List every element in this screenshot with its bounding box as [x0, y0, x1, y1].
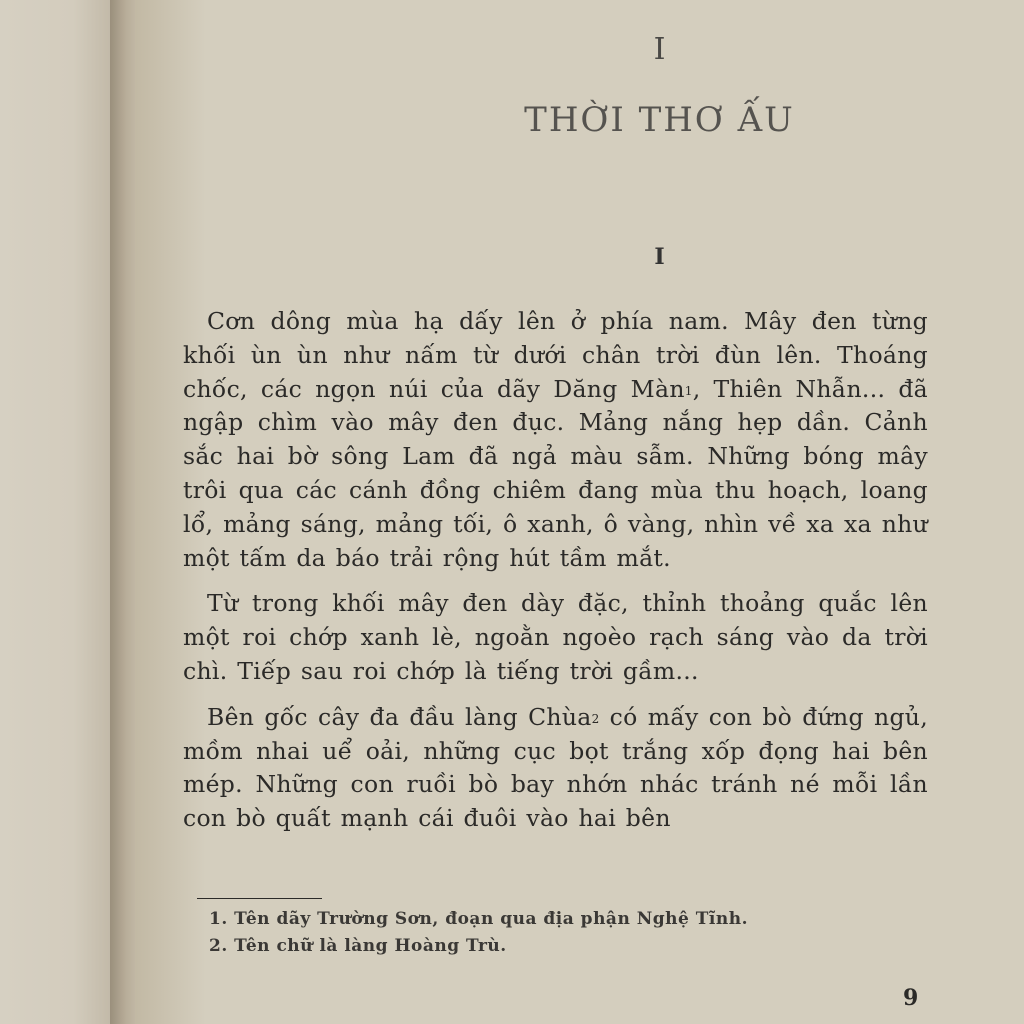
chapter-title: THỜI THƠ ẤU — [524, 100, 795, 140]
footnote-divider — [197, 898, 322, 899]
footnote-ref-1: 1 — [684, 383, 693, 398]
paragraph-1-text-a: Cơn dông mùa hạ dấy lên ở phía nam. Mây đen từng khối ùn ùn như nấm từ dưới chân trời đùn lên. Thoáng chốc, các ngọn núi của dãy Dăng Màn — [183, 307, 928, 403]
book-page — [135, 0, 1024, 1024]
paragraph-3-text-b: có mấy con bò đứng ngủ, mồm nhai uể oải, những cục bọt trắng xốp đọng hai bên mép. Những con ruồi bò bay nhớn nhác tránh né mỗi lần con bò quất mạnh cái đuôi vào hai bên — [183, 702, 928, 833]
footnote-1: 1. Tên dãy Trường Sơn, đoạn qua địa phận Nghệ Tĩnh. — [209, 909, 748, 929]
paragraph-1-text-b: , Thiên Nhẫn... đã ngập chìm vào mây đen đục. Mảng nắng hẹp dần. Cảnh sắc hai bờ sông Lam đã ngả màu sẫm. Những bóng mây trôi qua các cánh đồng chiêm đang mùa thu hoạch, loang lổ, mảng sáng, mảng tối, ô xanh, ô vàng, nhìn về xa xa như một tấm da báo trải rộng hút tầm mắt. — [183, 374, 928, 572]
section-number: I — [654, 244, 665, 270]
paragraph-2 — [183, 587, 928, 688]
body-text — [183, 305, 928, 836]
paragraph-2-text: Từ trong khối mây đen dày đặc, thỉnh thoảng quắc lên một roi chớp xanh lè, ngoằn ngoèo rạch sáng vào da trời chì. Tiếp sau roi chớp là tiếng trời gầm... — [183, 589, 928, 685]
paragraph-1 — [183, 305, 928, 575]
footnote-2: 2. Tên chữ là làng Hoàng Trù. — [209, 936, 507, 956]
paragraph-3-text-a: Bên gốc cây đa đầu làng Chùa — [207, 702, 592, 731]
page-number: 9 — [903, 985, 919, 1011]
chapter-number: I — [653, 32, 666, 67]
footnotes — [209, 906, 929, 960]
left-page-edge — [0, 0, 122, 1024]
footnote-ref-2: 2 — [591, 711, 600, 726]
paragraph-3 — [183, 701, 928, 836]
